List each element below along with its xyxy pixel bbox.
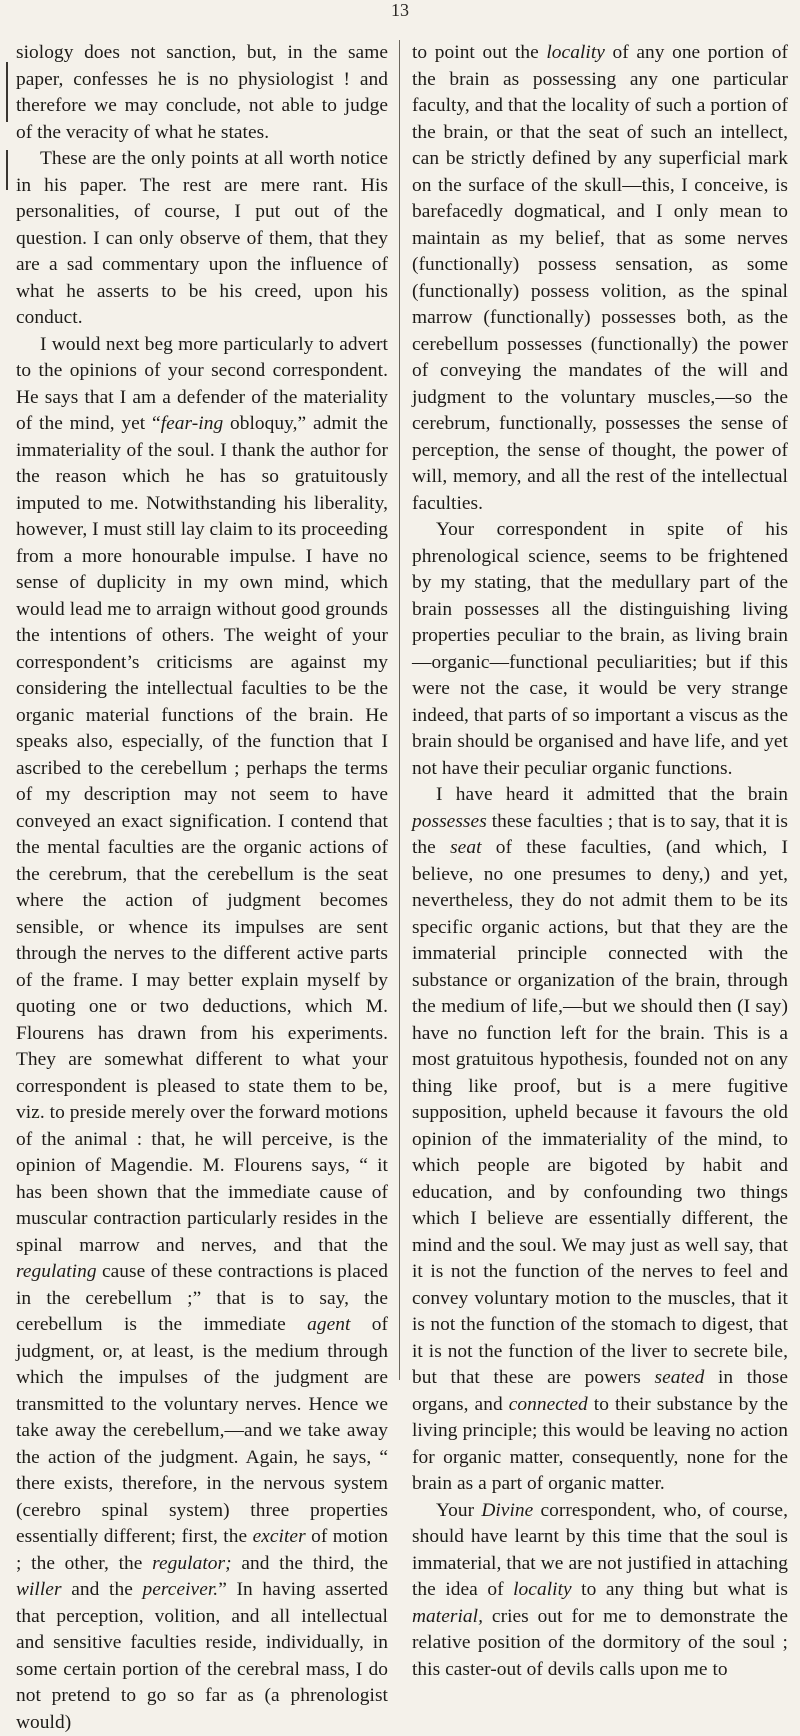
italic-text: seat [450, 837, 481, 858]
text-run: and the [62, 1579, 143, 1600]
italic-text: willer [16, 1579, 62, 1600]
text-run: cries out for me to demonstrate the relative position of the dormitory of the soul ; this caster-out of devils calls upon me to [412, 1606, 788, 1680]
italic-text: exciter [253, 1526, 306, 1547]
page-number: 13 [0, 0, 800, 20]
text-run: of motion ; the other, the [16, 1526, 388, 1574]
text-run: ” In having asserted that perception, volition, and all intellectual and sensitive faculties reside, individually, in some certain portion of the cerebral mass, I do not pretend to go so far as (a phrenologist would) [16, 1579, 388, 1733]
text-run: obloquy,” admit the immateriality of the soul. I thank the author for the reason which he has so gratuitously imputed to me. Notwithstanding his liberality, however, I must still lay claim to its proceeding from a more honourable impulse. I have no sense of duplicity in my own mind, which would lead me to arraign without good grounds the intentions of others. The weight of your correspondent’s criticisms are against my considering the intellectual faculties to be the organic material functions of the brain. He speaks also, especially, of the function that I ascribed to the cerebellum ; perhaps the terms of my description may not seem to have conveyed an exact signification. I contend that the mental faculties are the organic actions of the cerebrum, that the cerebellum is the seat where the action of judgment becomes sensible, or whence its impulses are sent through the nerves to the different active parts of the frame. I may better explain myself by quoting one or two deductions, which M. Flourens has drawn from his experiments. They are somewhat different to what your correspondent is pleased to state them to be, viz. to preside merely over the forward motions of the animal : that, he will perceive, is the opinion of Magendie. M. Flourens says, “ it has been shown that the immediate cause of muscular contraction particularly resides in the spinal marrow and nerves, and that the [16, 413, 388, 1256]
italic-text: connected [509, 1394, 588, 1415]
text-run: Your [436, 1500, 481, 1521]
text-run: correspondent, who, of course, should have learnt by this time that the soul is immaterial, that we are not justified in attaching the idea of [412, 1500, 788, 1601]
italic-text: locality [546, 42, 605, 63]
text-run: to their substance by the living principle; this would be leaving no action for organic matter, consequently, none for the brain as a part of organic matter. [412, 1394, 788, 1495]
italic-text: possesses [412, 811, 487, 832]
column-rule [399, 40, 400, 1380]
italic-text: seated [655, 1367, 705, 1388]
italic-text: locality [513, 1579, 572, 1600]
italic-text: regulating [16, 1261, 97, 1282]
text-run: siology does not sanction, but, in the same paper, confesses he is no physiologist ! and therefore we may conclude, not able to judge of the veracity of what he states. [16, 42, 388, 143]
text-run: in those organs, and [412, 1367, 788, 1415]
paragraph [412, 40, 788, 517]
paragraph [412, 517, 788, 782]
left-margin-mark-2 [6, 150, 8, 190]
text-run: I have heard it admitted that the brain [436, 784, 788, 805]
italic-text: agent [307, 1314, 350, 1335]
text-run: I would next beg more particularly to advert to the opinions of your second correspondent. He says that I am a defender of the materiality of the mind, yet “ [16, 334, 388, 435]
text-run: of any one portion of the brain as possessing any one particular faculty, and that the locality of such a portion of the brain, or that the seat of such an intellect, can be strictly defined by any superficial mark on the surface of the skull—this, I conceive, is barefacedly dogmatical, and I only mean to maintain as my belief, that as some nerves (functionally) possess sensation, as some (functionally) possess volition, as the spinal marrow (functionally) possesses both, as the cerebellum possesses (functionally) the power of conveying the mandates of the will and judgment to the voluntary muscles,—so the cerebrum, functionally, possesses the sense of perception, the sense of thought, the power of will, memory, and all the rest of the intellectual faculties. [412, 42, 788, 514]
text-run: and the third, the [232, 1553, 388, 1574]
italic-text: regulator; [152, 1553, 232, 1574]
italic-text: fear-ing [161, 413, 223, 434]
paragraph [16, 146, 388, 332]
paragraph [16, 40, 388, 146]
text-run: these faculties ; that is to say, that it is the [412, 811, 788, 859]
italic-text: perceiver. [143, 1579, 219, 1600]
italic-text: Divine [481, 1500, 533, 1521]
right-column [412, 40, 788, 1683]
text-run: to point out the [412, 42, 546, 63]
text-run: of these faculties, (and which, I believe, no one presumes to deny,) and yet, nevertheless, they do not admit them to be its specific organic actions, but that they are the immaterial principle connected with the substance or organization of the brain, through the medium of life,—but we should then (I say) have no function left for the brain. This is a most gratuitous hypothesis, founded not on any thing like proof, but is a mere fugitive supposition, upheld because it favours the old opinion of the immateriality of the mind, to which people are bigoted by habit and education, and by confounding two things which I believe are essentially different, the mind and the soul. We may just as well say, that it is not the function of the nerves to feel and convey voluntary motion to the muscles, that it is not the function of the stomach to digest, that it is not the function of the liver to secrete bile, but that these are powers [412, 837, 788, 1388]
italic-text: material, [412, 1606, 483, 1627]
paragraph [16, 332, 388, 1736]
left-column [16, 40, 388, 1736]
paragraph [412, 782, 788, 1498]
text-run: cause of these contractions is placed in the cerebellum ;” that is to say, the cerebellum is the immediate [16, 1261, 388, 1335]
text-run: to any thing but what is [572, 1579, 788, 1600]
text-run: Your correspondent in spite of his phrenological science, seems to be frightened by my stating, that the medullary part of the brain possesses all the distinguishing living properties peculiar to the brain, as living brain—organic—functional peculiarities; but if this were not the case, it would be very strange indeed, that parts of so important a viscus as the brain should be organised and have life, and yet not have their peculiar organic functions. [412, 519, 788, 779]
text-run: These are the only points at all worth notice in his paper. The rest are mere rant. His personalities, of course, I put out of the question. I can only observe of them, that they are a sad commentary upon the influence of what he asserts to be his creed, upon his conduct. [16, 148, 388, 328]
paragraph [412, 1498, 788, 1684]
left-margin-mark-1 [6, 62, 8, 122]
text-run: of judgment, or, at least, is the medium through which the impulses of the judgment are transmitted to the voluntary nerves. Hence we take away the cerebellum,—and we take away the action of the judgment. Again, he says, “ there exists, therefore, in the nervous system (cerebro spinal system) three properties essentially different; first, the [16, 1314, 388, 1547]
